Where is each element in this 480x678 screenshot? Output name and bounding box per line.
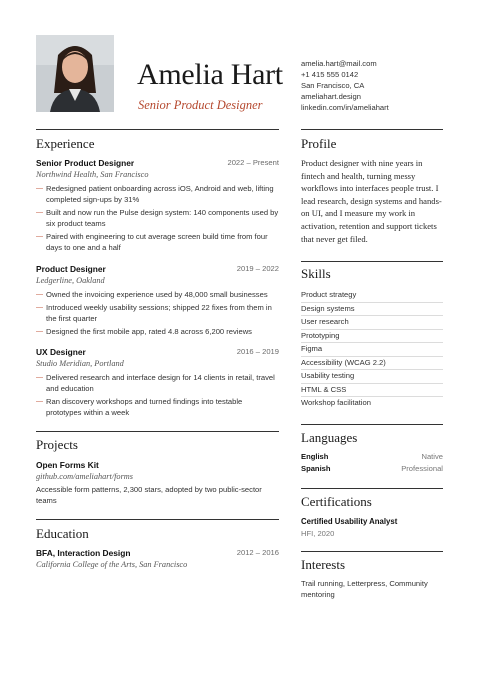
job-bullet: — Owned the invoicing experience used by 48,000 small businesses bbox=[36, 289, 279, 300]
skill-item: Workshop facilitation bbox=[301, 398, 371, 407]
education-heading: Education bbox=[36, 526, 89, 541]
job-bullets bbox=[36, 289, 279, 337]
skill-item: User research bbox=[301, 316, 443, 330]
experience-heading: Experience bbox=[36, 136, 95, 151]
language-row bbox=[301, 463, 443, 475]
skill-item: Product strategy bbox=[301, 289, 443, 303]
projects-heading: Projects bbox=[36, 437, 78, 452]
project-title: Open Forms Kit bbox=[36, 460, 99, 470]
project-link[interactable]: github.com/ameliahart/forms bbox=[36, 472, 134, 481]
project-description: Accessible form patterns, 2,300 stars, adopted by two public-sector teams bbox=[36, 485, 262, 506]
job-dates: 2016 – 2019 bbox=[236, 347, 279, 356]
skill-item: Figma bbox=[301, 343, 443, 357]
job-title: Product Designer bbox=[36, 264, 106, 274]
job-organization: Northwind Health, San Francisco bbox=[36, 170, 149, 179]
skill-item: Accessibility (WCAG 2.2) bbox=[301, 357, 443, 371]
skills-heading: Skills bbox=[301, 266, 331, 281]
languages-rule bbox=[301, 424, 443, 425]
portrait-image bbox=[36, 35, 114, 112]
experience-rule bbox=[36, 129, 279, 130]
education-degree: BFA, Interaction Design bbox=[36, 548, 131, 558]
job-bullet: — Redesigned patient onboarding across iOS, Android and web, lifting completed sign-ups by 31% bbox=[36, 183, 279, 206]
profile-summary: Product designer with nine years in fintech and health, turning messy workflows into interfaces people trust. I lead research, design systems and hands-on UI, and I measure my work in activation, retention and support tickets that never get filed. bbox=[301, 158, 442, 244]
candidate-name: Amelia Hart bbox=[137, 58, 283, 91]
language-level: Native bbox=[421, 452, 443, 461]
language-name: English bbox=[301, 452, 329, 461]
contact-location: San Francisco, CA bbox=[301, 81, 365, 90]
interests-rule bbox=[301, 551, 443, 552]
profile-rule bbox=[301, 129, 443, 130]
education-entry bbox=[36, 547, 279, 571]
job-bullets bbox=[36, 372, 279, 419]
certification-name: Certified Usability Analyst bbox=[301, 517, 398, 526]
job-bullet: — Delivered research and interface design for 14 clients in retail, travel and education bbox=[36, 372, 279, 395]
profile-photo bbox=[36, 35, 114, 112]
project-entry bbox=[36, 459, 279, 507]
job-bullet: — Paired with engineering to cut average screen build time from four days to one and a half bbox=[36, 231, 279, 254]
job-bullet: — Ran discovery workshops and turned findings into testable prototypes within a week bbox=[36, 396, 279, 419]
interests-heading: Interests bbox=[301, 557, 346, 572]
job-dates: 2019 – 2022 bbox=[236, 264, 279, 273]
candidate-role: Senior Product Designer bbox=[138, 98, 263, 112]
job-organization: Ledgerline, Oakland bbox=[36, 276, 105, 285]
skill-item: Design systems bbox=[301, 303, 443, 317]
job-entry bbox=[36, 157, 279, 255]
job-bullet: — Designed the first mobile app, rated 4.8 across 6,200 reviews bbox=[36, 326, 279, 337]
job-title: UX Designer bbox=[36, 347, 86, 357]
skills-rule bbox=[301, 261, 443, 262]
language-row bbox=[301, 451, 443, 463]
job-entry bbox=[36, 346, 279, 420]
projects-rule bbox=[36, 431, 279, 432]
skill-item: HTML & CSS bbox=[301, 384, 443, 398]
contact-block bbox=[301, 58, 451, 113]
contact-website: ameliahart.design bbox=[301, 92, 361, 101]
contact-phone: +1 415 555 0142 bbox=[301, 70, 359, 79]
certification-entry bbox=[301, 516, 443, 539]
job-title: Senior Product Designer bbox=[36, 158, 135, 168]
education-dates: 2012 – 2016 bbox=[236, 548, 279, 557]
language-name: Spanish bbox=[301, 464, 331, 473]
job-organization: Studio Meridian, Portland bbox=[36, 359, 124, 368]
profile-heading: Profile bbox=[301, 136, 337, 151]
certification-detail: HFI, 2020 bbox=[301, 529, 335, 538]
skill-item: Usability testing bbox=[301, 370, 443, 384]
languages-heading: Languages bbox=[301, 430, 358, 445]
job-bullet: — Built and now run the Pulse design system: 140 components used by six product teams bbox=[36, 207, 279, 230]
certifications-rule bbox=[301, 488, 443, 489]
contact-linkedin: linkedin.com/in/ameliahart bbox=[301, 103, 389, 112]
language-level: Professional bbox=[401, 464, 443, 473]
job-bullet: — Introduced weekly usability sessions; shipped 22 fixes from them in the first quarter bbox=[36, 302, 279, 325]
job-dates: 2022 – Present bbox=[227, 158, 279, 167]
certifications-heading: Certifications bbox=[301, 494, 372, 509]
skill-item: Prototyping bbox=[301, 330, 443, 344]
job-bullets bbox=[36, 183, 279, 254]
interests-text: Trail running, Letterpress, Community mentoring bbox=[301, 579, 428, 600]
contact-email: amelia.hart@mail.com bbox=[301, 59, 377, 68]
job-entry bbox=[36, 263, 279, 338]
education-school: California College of the Arts, San Francisco bbox=[36, 560, 188, 569]
education-rule bbox=[36, 519, 279, 520]
